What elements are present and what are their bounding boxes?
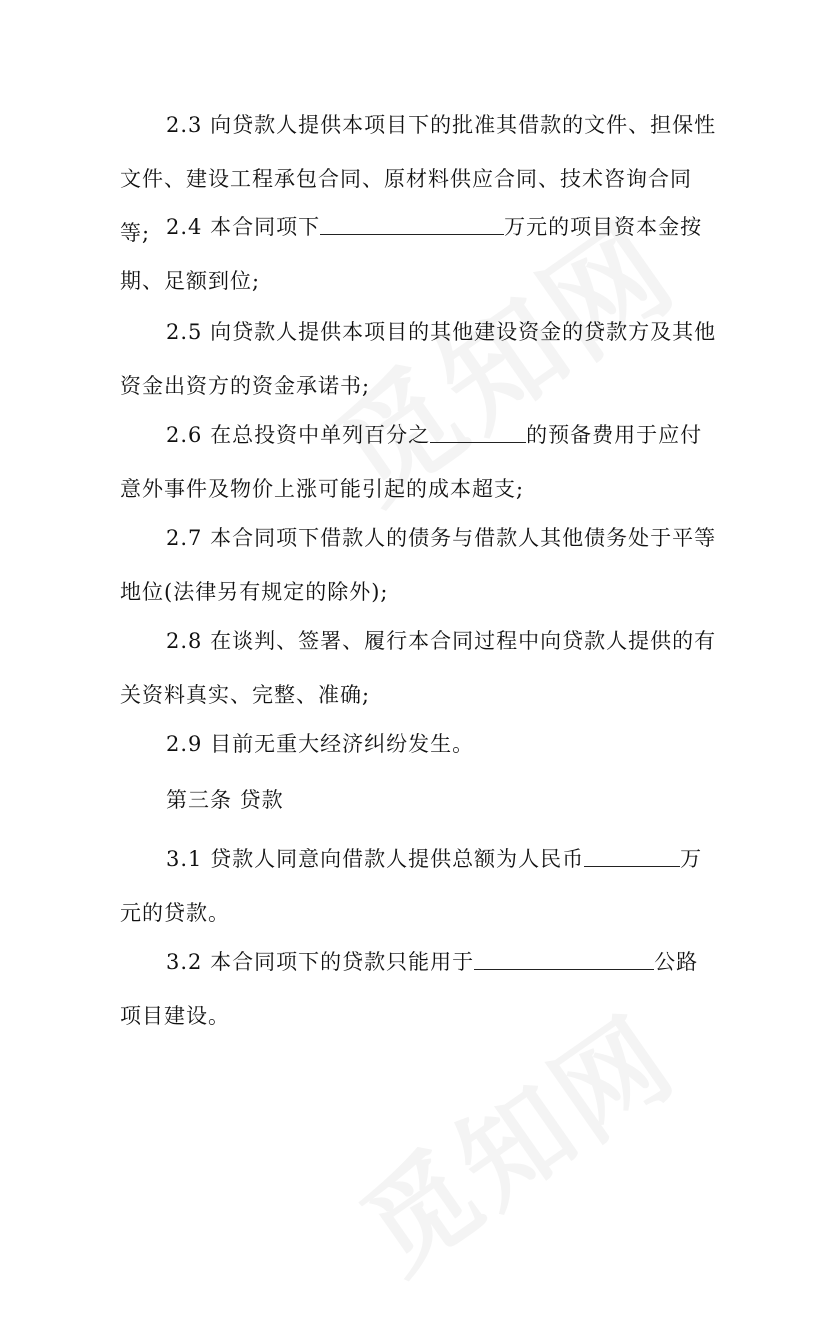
clause-2-9 — [120, 717, 720, 771]
article-3-title: 第三条 贷款 — [166, 788, 284, 812]
article-3-heading — [120, 773, 720, 827]
clause-2-6 — [120, 408, 720, 516]
watermark-bottom — [326, 1024, 654, 1336]
clause-3-2-text-a: 3.2 本合同项下的贷款只能用于 — [166, 950, 475, 974]
clause-2-8 — [120, 614, 720, 722]
project-name-blank[interactable] — [474, 947, 654, 970]
percent-blank[interactable] — [430, 420, 526, 443]
clause-2-4 — [120, 200, 720, 308]
amount-blank[interactable] — [320, 212, 504, 235]
clause-3-2 — [120, 935, 720, 1043]
loan-amount-blank[interactable] — [584, 844, 680, 867]
clause-2-7-text: 2.7 本合同项下借款人的债务与借款人其他债务处于平等地位(法律另有规定的除外); — [120, 526, 717, 604]
clause-2-4-text-b: 万元的项目资本金按期、足额到位; — [120, 215, 703, 293]
clause-3-1-text-a: 3.1 贷款人同意向借款人提供总额为人民币 — [166, 847, 585, 871]
clause-2-6-text-b: 的预备费用于应付意外事件及物价上涨可能引起的成本超支; — [120, 423, 703, 501]
clause-2-8-text: 2.8 在谈判、签署、履行本合同过程中向贷款人提供的有关资料真实、完整、准确; — [120, 629, 717, 707]
clause-3-2-text-b: 公路项目建设。 — [120, 950, 699, 1028]
clause-3-1-text-b: 万元的贷款。 — [120, 847, 703, 925]
clause-2-3-text: 2.3 向贷款人提供本项目下的批准其借款的文件、担保性文件、建设工程承包合同、原材料供应合同、技术咨询合同等; — [120, 113, 717, 245]
clause-2-5-text: 2.5 向贷款人提供本项目的其他建设资金的贷款方及其他资金出资方的资金承诺书; — [120, 320, 717, 398]
clause-2-7 — [120, 511, 720, 619]
clause-2-6-text-a: 2.6 在总投资中单列百分之 — [166, 423, 431, 447]
clause-2-5 — [120, 305, 720, 413]
clause-2-4-text-a: 2.4 本合同项下 — [166, 215, 321, 239]
clause-3-1 — [120, 832, 720, 940]
clause-2-9-text: 2.9 目前无重大经济纠纷发生。 — [166, 732, 475, 756]
